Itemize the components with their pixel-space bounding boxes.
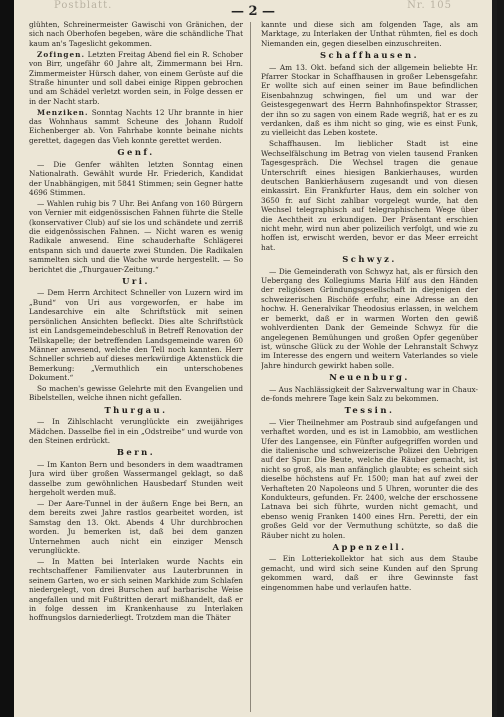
section-heading: Thurgau. <box>104 404 168 415</box>
paragraph-text: Letzten Freitag Abend fiel ein R. Schober von Birr, ungefähr 60 Jahre alt, Zimmermann bei Hrn. Zimmermeister Hürsch daher, von einem Gerüste auf die Straße hinunter und soll dabei einige Rippen gebrochen und am Schädel verletzt worden sein, in Folge dessen er in der Nacht starb. <box>29 49 243 106</box>
paragraph-text: — Ein Lotteriekollektor hat sich aus dem Staube gemacht, und wird sich seine Kunden auf den Sprung gekommen ward, daß er ihre Gewinnste fast eingenommen habe und verlaufen hatte. <box>261 554 478 592</box>
paragraph-text: — Der Aare-Tunnel in der äußern Enge bei Bern, an dem bereits zwei Jahre rastlos gearbeitet worden, ist Samstag den 13. Okt. Abends 4 Uhr durchbrochen worden. Ju bemerken ist, daß bei dem ganzen Unternehmen auch nicht ein einziger Mensch verunglückte. <box>29 499 243 556</box>
section-heading: Genf. <box>117 147 155 158</box>
paragraph-text: — Im Kanton Bern und besonders in dem waadtramen Jura wird über großen Wassermangel geklagt, so daß dasselbe zum gewöhnlichen Hausbedarf Stunden weit hergeholt werden muß. <box>29 459 243 498</box>
article-paragraph <box>261 267 478 370</box>
paragraph-text: — Am 13. Okt. befand sich der allgemein beliebte Hr. Pfarrer Stockar in Schaffhausen in großer Lebensgefahr. Er wollte sich auf einen seiner im Baue befindlichen Eisenbahnzug schwingen, fiel um und war der Geistesgegenwart des Herrn Bahnhofinspektor Strasser, der ihn so zu sagen von einem Rade wegriß, hat er es zu verdanken, daß es ihm nicht so ging, wie es einst Funk, zu vielleicht das Leben kostete. <box>261 62 478 138</box>
article-paragraph <box>29 20 243 48</box>
paragraph-text: Sonntag Nachts 12 Uhr brannte in hier das Wohnhaus sammt Scheune des Johann Rudolf Eichenberger ab. Von Fahrhabe konnte beinahe nichts gerettet, dagegen das Vieh konnte gerettet werden. <box>29 107 243 145</box>
section-heading: Appenzell. <box>332 542 407 553</box>
paragraph-text: — Vier Theilnehmer am Postraub sind aufgefangen und verhaftet worden, und es ist in Lamobbio, am westlichen Ufer des Langensee, ein Fünfter aufgegriffen worden und die italienische und schweizerische Polizei den Uebrigen auf der Spur. Die Beute, welche die Räuber gemacht, ist nicht so groß, als man anfänglich glaubte; es scheint sich dieselbe höchstens auf Fr. 1500; man hat auf zwei der Verhafteten 20 Napoleons und 5 Uhren, worunter die des Kondukteurs, gefunden. Fr. 2400, welche der erschossene Latnava bei sich führte, wurden nicht gemacht, und ebenso wenig Franken 1400 eines Hrn. Peretti, der ein großes Geld vor der Vermuthung schützte, so daß die Räuber nicht zu holen. <box>261 417 478 540</box>
article-paragraph <box>29 160 243 198</box>
section-heading: Bern. <box>116 447 156 458</box>
newspaper-page <box>14 0 492 717</box>
paragraph-text: — Wahlen ruhig bis 7 Uhr. Bei Anfang von 160 Bürgern von Vernier mit eidgenössischen Fahnen führte die Stelle (konservativer Club) auf sie los und schändete und zerriß die eidgenössischen Fahnen. — Nicht waren es wenig Radikale anwesend. Eine schauderhafte Schlägerei entspann sich und dauerte zwei Stunden. Die Radikalen sammelten sich und die Wache wurde hergestellt. — So berichtet die „Thurgauer-Zeitung.“ <box>29 198 243 274</box>
article-paragraph <box>261 20 478 48</box>
section-heading: Neuenburg. <box>329 372 410 383</box>
paragraph-text: — Die Genfer wählten letzten Sonntag einen Nationalrath. Gewählt wurde Hr. Friederich, Kandidat der Unabhängigen, mit 5841 Stimmen; sein Gegner hatte 4696 Stimmen. <box>29 159 243 197</box>
article-paragraph <box>29 417 243 445</box>
bleed-through-left: Postblatt. <box>54 0 113 11</box>
scan-left-edge <box>0 0 14 717</box>
article-paragraph <box>261 385 478 404</box>
right-column <box>261 20 478 717</box>
section-heading: Schaffhausen. <box>319 50 420 61</box>
page-number: — 2 — <box>230 4 276 19</box>
paragraph-text: — Dem Herrn Architect Schneller von Luzern wird im „Bund“ von Uri aus vorgeworfen, er habe im Landesarchive ein alte Schriftstück mit seinen persönlichen Ansichten befleckt. Dies alte Schriftstück ist ein Landsgemeindebeschluß in Betreff Renovation der Tellskapelle; der betreffenden Landsgemeinde waren 60 Männer anwesend, welche den Tell noch kannten. Herr Schneller schrieb auf dieses merkwürdige Aktenstück die Bemerkung: „Vermuthlich ein unterschobenes Dokument.“ <box>29 288 243 383</box>
article-paragraph <box>261 63 478 138</box>
section-heading: Uri. <box>122 276 150 287</box>
paragraph-text: — In Matten bei Interlaken wurde Nachts ein rechtschaffener Familienvater aus Lauterbrunnen in seinem Garten, wo er sich seinen Markhide zum Schlafen niedergelegt, von drei Burschen auf barbarische Weise angefallen und mit Fußtritten derart mißhandelt, daß er in folge dessen im Krankenhause zu Interlaken hoffnungslos darniederliegt. Trotzdem man die Thäter <box>29 556 243 623</box>
paragraph-text: kannte und diese sich am folgenden Tage, als am Marktage, zu Interlaken der Unthat rühmten, fiel es doch Niemanden ein, gegen dieselben einzuschreiten. <box>261 20 478 48</box>
column-rule <box>250 22 251 712</box>
article-paragraph <box>29 50 243 106</box>
paragraph-text: — In Zihlschlacht verunglückte ein zweijähriges Mädchen. Dasselbe fiel in ein „Odstreibe“ und wurde von den Steinen erdrückt. <box>29 417 243 446</box>
article-paragraph <box>29 557 243 623</box>
article-paragraph <box>29 199 243 274</box>
paragraph-text: glühten, Schreinermeister Gawischi von Gränichen, der sich nach Oberhofen begeben, wäre die schändliche That kaum an's Tageslicht gekommen. <box>29 20 243 48</box>
article-paragraph <box>29 108 243 146</box>
left-column <box>29 20 243 717</box>
paragraph-text: — Aus Nachlässigkeit der Salzverwaltung war in Chaux-de-fonds mehrere Tage kein Salz zu bekommen. <box>261 384 478 403</box>
bleed-through-right: Nr. 105 <box>407 0 452 11</box>
section-heading: Tessin. <box>344 405 395 416</box>
article-paragraph <box>261 139 478 252</box>
article-paragraph <box>29 288 243 382</box>
article-paragraph <box>29 499 243 555</box>
article-paragraph <box>261 554 478 592</box>
dateline: Menziken. <box>37 107 89 117</box>
paragraph-text: So machen's gewisse Gelehrte mit den Evangelien und Bibelstellen, welche ihnen nicht gefallen. <box>29 384 243 403</box>
article-paragraph <box>29 384 243 403</box>
article-paragraph <box>261 418 478 540</box>
article-paragraph <box>29 460 243 498</box>
paragraph-text: Schaffhausen. Im lieblicher Stadt ist eine Wechselfälschung im Betrag von vielen tausend Franken Tagesgespräch. Die Wechsel tragen die genaue Unterschrift eines hiesigen Bankierhauses, wurden deutschen Bankierhäusern zugesandt und von diesen einkassirt. Ein Frankfurter Haus, dem ein solcher von 3650 fr. auf Sicht zahlbar vorgelegt wurde, hat den Wechsel telegraphisch auf telegraphischem Wege über die Aechtheit zu erkundigen. Der Präsentant erschien nicht mehr, wird nun aber polizeilich verfolgt, und wie zu hoffen ist, erwischt werden, bevor er das Meer erreicht hat. <box>261 139 478 252</box>
scan-right-edge <box>497 0 504 717</box>
section-heading: Schwyz. <box>342 254 397 265</box>
paragraph-text: — Die Gemeinderath von Schwyz hat, als er fürsich den Uebergang des Kollegiums Maria Hilf aus den Händen der religiösen Gründungsgesellschaft in diejenigen der schweizerischen Bischöfe erfuhr, eine Adresse an den hochw. H. Generalvikar Theodosius erlassen, in welchem er bemerkt, daß er in warmen Worten den gewiß wohlverdienten Dank der Gemeinde Schwyz für die angelegenen Bemühungen und großen Opfer gegenüber ist, wünsche Glück zu der Wohle der Lehranstalt Schwyz im Interesse des engern und weitern Vaterlandes so viele Jahre hindurch gewirkt haben solle. <box>261 266 478 370</box>
dateline: Zofingen. <box>37 49 85 59</box>
